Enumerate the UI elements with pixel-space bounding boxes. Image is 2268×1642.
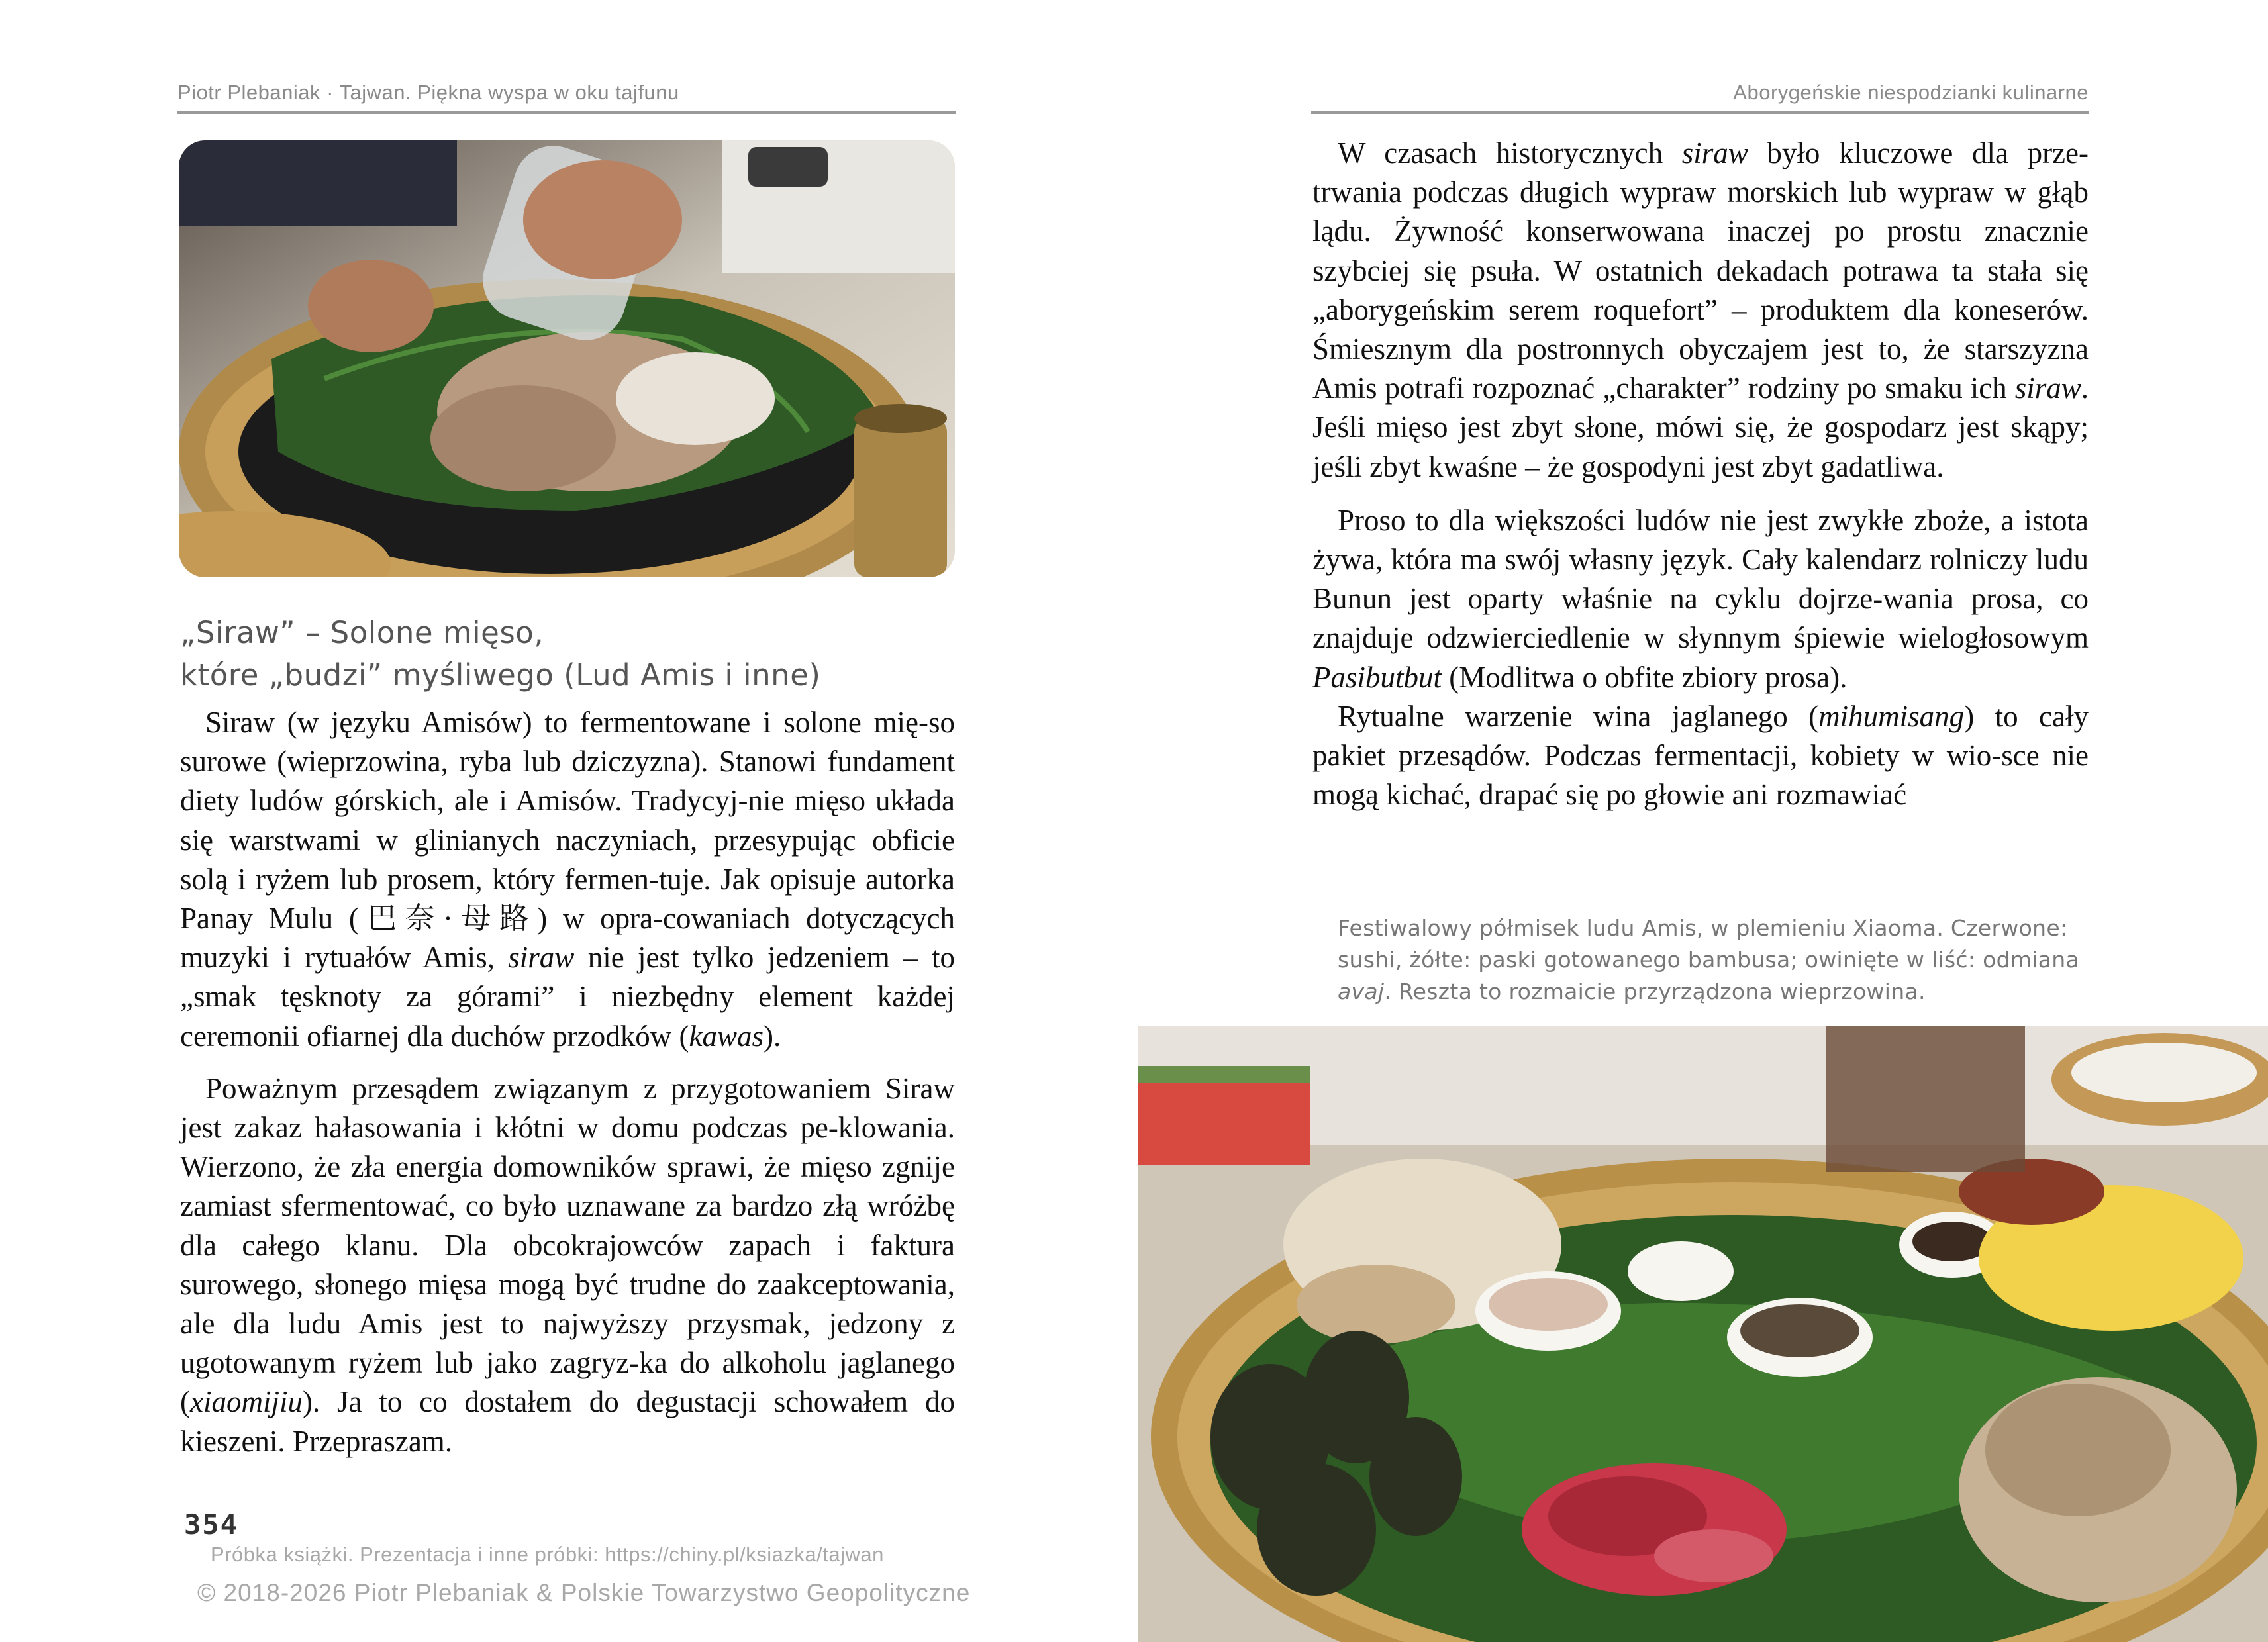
caption-text: . Reszta to rozmaicie przyrządzona wieprzowina.	[1384, 979, 1926, 1004]
left-running-head: Piotr Plebaniak · Tajwan. Piękna wyspa w oku tajfunu	[177, 78, 956, 114]
page-number: 354	[184, 1508, 238, 1541]
paragraph-text: ). Ja to co dostałem do degustacji schowałem do kieszeni. Przepraszam.	[180, 1385, 955, 1458]
section-subheading	[180, 612, 956, 697]
italic-term: Pasibutbut	[1312, 660, 1442, 694]
right-running-head: Aborygeńskie niespodzianki kulinarne	[1311, 78, 2089, 114]
caption-italic-term: avaj	[1338, 979, 1385, 1004]
left-body-text	[180, 703, 955, 1461]
platter-photo-illustration	[1138, 1026, 2268, 1642]
italic-term: siraw	[508, 941, 575, 975]
paragraph-text: Poważnym przesądem związanym z przygotowaniem Siraw jest zakaz hałasowania i kłótni w domu podczas pe-klowania. Wierzono, że zła energia domowników sprawi, że mięso zgnije zamiast sfermentować, co było uznawane za bardzo złą wróżbę dla całego klanu. Dla obcokrajowców zapach i faktura surowego, słonego mięsa mogą być trudne do zaakceptowania, ale dla ludu Amis jest to najwyższy przysmak, jedzony z ugotowanym ryżem lub jako zagryz-ka do alkoholu jaglanego (	[180, 1071, 955, 1419]
paragraph-text: ).	[763, 1019, 781, 1053]
right-body-text	[1312, 134, 2089, 814]
body-paragraph	[180, 1069, 955, 1461]
subheading-line-2: które „budzi” myśliwego (Lud Amis i inne)	[180, 657, 821, 693]
italic-term: siraw	[2014, 371, 2081, 405]
italic-term: xiaomijiu	[190, 1385, 303, 1419]
paragraph-text: . Jeśli mięso jest zbyt słone, mówi się, że gospodarz jest skąpy; jeśli zbyt kwaśne – że gospodyni jest zbyt gadatliwa.	[1312, 371, 2089, 483]
paragraph-text: (Modlitwa o obfite zbiory prosa).	[1442, 660, 1848, 694]
paragraph-text: W czasach historycznych	[1338, 136, 1682, 169]
italic-term: kawas	[689, 1019, 764, 1053]
caption-line-2: sushi, żółte: paski gotowanego bambusa; owinięte w liść: odmiana	[1338, 947, 2079, 973]
paragraph-text: Rytualne warzenie wina jaglanego (	[1338, 699, 1819, 733]
caption-line-1: Festiwalowy półmisek ludu Amis, w plemieniu Xiaoma. Czerwone:	[1338, 915, 2068, 941]
paragraph-text: Siraw (w języku Amisów) to fermentowane i solone mię-so surowe (wieprzowina, ryba lub dziczyzna). Stanowi fundament diety ludów górskich, ale i Amisów. Tradycyj-nie mięso układa się warstwami w glinianych naczyniach, przesypując obficie solą i ryżem lub prosem, który fermen-tuje. Jak opisuje autorka Panay Mulu (巴奈·母路) w opra-cowaniach dotyczących muzyki i rytuałów Amis,	[180, 706, 955, 975]
festival-platter-photo	[1138, 1026, 2268, 1642]
caption-line-3	[1338, 976, 2093, 1008]
body-paragraph	[1312, 501, 2089, 697]
paragraph-text: ) to cały pakiet przesądów. Podczas fermentacji, kobiety w wio-sce nie mogą kichać, drapać się po głowie ani rozmawiać	[1312, 699, 2089, 812]
siraw-preparation-photo	[179, 140, 955, 577]
paragraph-text: Proso to dla większości ludów nie jest zwykłe zboże, a istota żywa, która ma swój własny język. Cały kalendarz rolniczy ludu Bunun jest oparty właśnie na cyklu dojrze-wania prosa, co znajduje odzwierciedlenie w słynnym śpiewie wielogłosowym	[1312, 503, 2089, 655]
sample-notice: Próbka książki. Prezentacja i inne próbki: https://chiny.pl/ksiazka/tajwan	[211, 1543, 884, 1566]
photo-caption	[1338, 912, 2093, 1008]
siraw-photo-illustration	[179, 140, 955, 577]
italic-term: mihumisang	[1818, 699, 1965, 733]
right-page	[1134, 0, 2268, 1642]
subheading-line-1: „Siraw” – Solone mięso,	[180, 615, 544, 650]
copyright-notice: © 2018-2026 Piotr Plebaniak & Polskie Towarzystwo Geopolityczne	[197, 1579, 971, 1606]
paragraph-text: było kluczowe dla prze-trwania podczas długich wypraw morskich lub wypraw w głąb lądu. Żywność konserwowana inaczej po prostu znacznie szybciej się psuła. W ostatnich dekadach potrawa ta stała się „aborygeńskim serem roquefort” – produktem dla koneserów. Śmiesznym dla postronnych obyczajem jest to, że starszyzna Amis potrafi rozpoznać „charakter” rodziny po smaku ich	[1312, 136, 2089, 405]
body-paragraph	[180, 703, 955, 1056]
body-paragraph	[1312, 697, 2089, 815]
body-paragraph	[1312, 134, 2089, 487]
italic-term: siraw	[1681, 136, 1748, 169]
paragraph-text: nie jest tylko jedzeniem – to „smak tęsknoty za górami” i niezbędny element każdej ceremonii ofiarnej dla duchów przodków (	[180, 941, 955, 1053]
